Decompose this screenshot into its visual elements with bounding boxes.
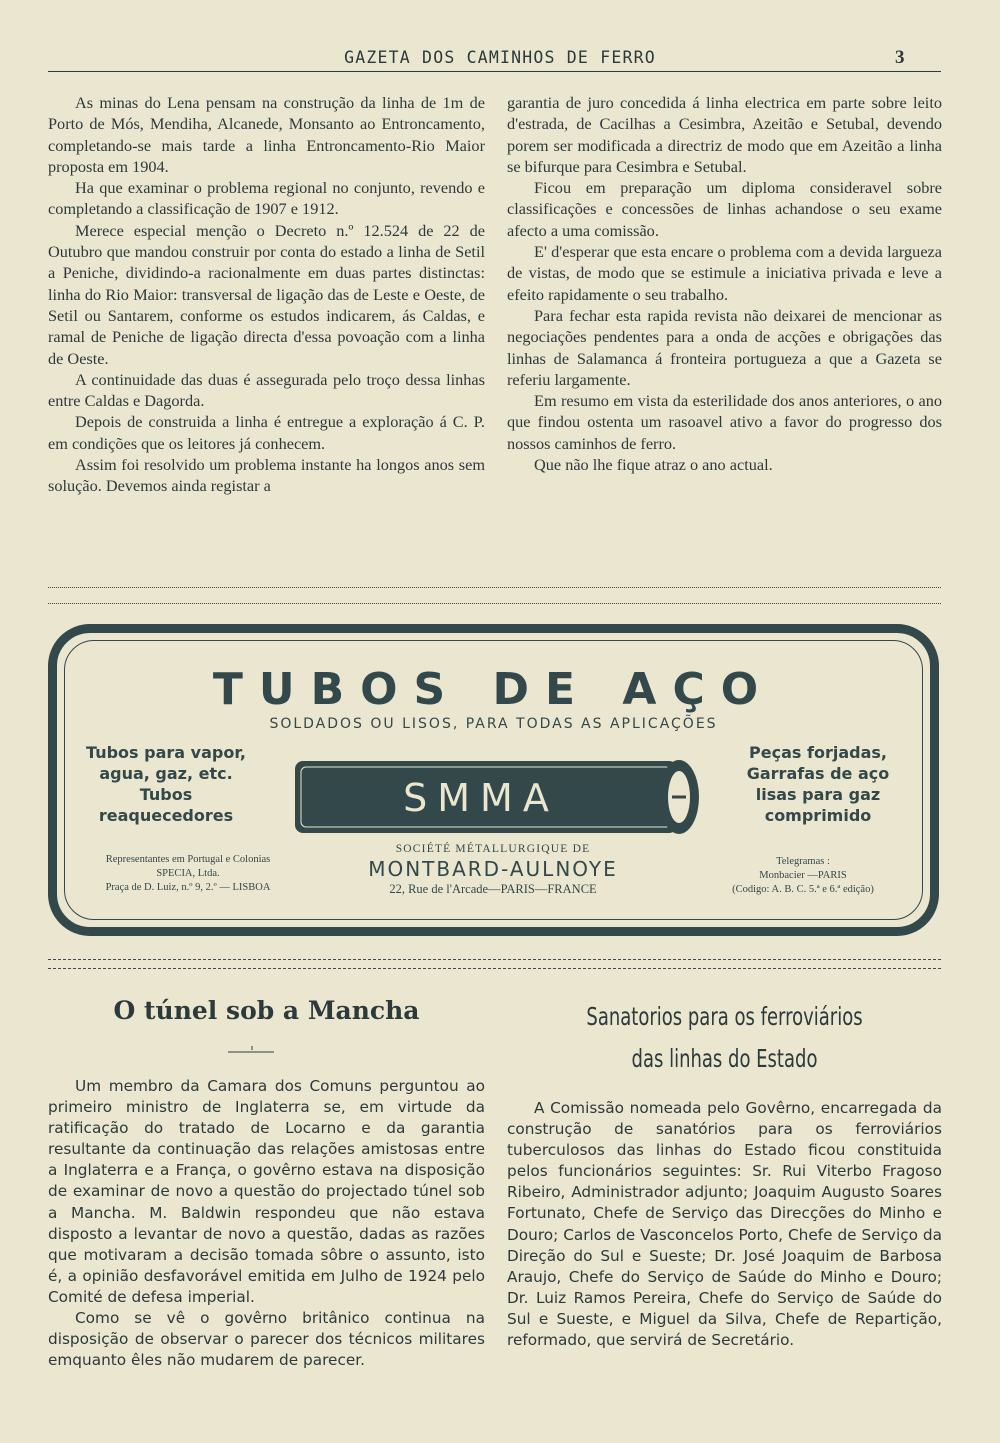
article-title-tunnel: O túnel sob a Mancha [113,996,420,1025]
header-rule [48,71,941,72]
paragraph: Assim foi resolvido um problema instante ha longos anos sem solução. Devemos ainda registar a [48,455,485,496]
paragraph: A continuidade das duas é assegurada pelo troço dessa linhas entre Caldas e Dagorda. [48,369,485,411]
paragraph: Que não lhe fique atraz o ano actual. [534,455,773,475]
page-number: 3 [895,47,905,68]
paragraph: Merece especial menção o Decreto n.º 12.524 de 22 de Outubro que mandou construir por conta do estado a linha de Setil a Peniche, dividindo-a racionalmente em duas partes distinctas: linha do Rio Maior: transversal de ligação das de Leste e Oeste, de Setil ou Santarem, conforme os estudos indicarem, ás Caldas, e ramal de Peniche de ligação directa d'essa povoação com a linha de Oeste. [48,220,485,368]
ad-agent-info: Representantes em Portugal e Colonias SPECIA, Ltda. Praça de D. Luiz, n.º 9, 2.º — LISBOA [105,854,271,893]
article-top-right-column [507,92,942,475]
ad-title: TUBOS DE AÇO [212,664,775,715]
ad-products-left: Tubos para vapor, agua, gaz, etc. Tubos reaquecedores [86,743,246,825]
paragraph: A Comissão nomeada pelo Govêrno, encarregada da construção de sanatórios para os ferroviários tuberculosos das linhas do Estado ficou constituida pelos funcionários seguintes: Sr. Rui Viterbo Fragoso Ribeiro, Administrador adjunto; Joaquim Augusto Soares Fortunato, Chefe de Serviço das Direcções do Minho e Douro; Carlos de Vasconcelos Porto, Chefe de Serviço da Direção do Sul e Sueste; Dr. José Joaquim de Barbosa Araujo, Chefe do Serviço de Saúde do Minho e Douro; Dr. Luiz Ramos Pereira, Chefe do Serviço de Saúde do Sul e Sueste, e Miguel da Silva, Chefe de Repartição, reformado, que servirá de Secretário. [507,1099,942,1350]
page-header-title: GAZETA DOS CAMINHOS DE FERRO [344,48,656,67]
paragraph: Um membro da Camara dos Comuns perguntou ao primeiro ministro de Inglaterra se, em virtude da ratificação do tratado de Locarno e da garantia resultante da continuação das relações amistosas entre a Inglaterra e a França, o govêrno estava na disposição de examinar de novo a questão do projectado túnel sob a Mancha. M. Baldwin respondeu que não estava disposto a levantar de novo a questão, dadas as razões que motivaram a decisão tomada sôbre o assunto, isto é, a opinião desfavorável emitida em Julho de 1924 pelo Comité de defesa imperial. [48,1077,485,1306]
company-name: MONTBARD-AULNOYE [368,857,618,881]
ad-telegram-info: Telegramas : Monbacier —PARIS (Codigo: A. B. C. 5.ª e 6.ª edição) [732,856,874,895]
advertisement-box [48,624,939,936]
article-title-sanatorium: Sanatorios para os ferroviários das linhas do Estado [586,1002,863,1073]
paragraph: Ficou em preparação um diploma consideravel sobre classificações e concessões de linhas achandose o seu exame afecto a uma comissão. [507,178,942,240]
paragraph: Para fechar esta rapida revista não deixarei de mencionar as negociações pendentes para a onda de acções e obrigações das linhas de Salamanca á fronteira portugueza a que a Gazeta se referiu largamente. [507,305,942,389]
paragraph: Ha que examinar o problema regional no conjunto, revendo e completando a classificação de 1907 e 1912. [48,178,485,219]
article-tunnel-body [48,1076,485,1371]
section-divider [48,968,941,969]
ad-company [318,843,668,897]
ornament-icon [226,1044,276,1056]
steel-tube-logo [293,755,703,839]
paragraph: Como se vê o govêrno britânico continua na disposição de observar o parecer dos técnicos militares emquanto êles não mudarem de parecer. [48,1309,485,1370]
section-divider [48,959,941,960]
article-sanatorium-body [507,1098,942,1351]
ad-products-right: Peças forjadas, Garrafas de aço lisas para gaz comprimido [746,743,890,825]
paragraph: Em resumo em vista da esterilidade dos anos anteriores, o ano que findou ostenta um rasoavel ativo a favor do progresso dos nossos caminhos de ferro. [507,391,942,453]
ad-subtitle: SOLDADOS OU LISOS, PARA TODAS AS APLICAÇÕES [269,716,718,732]
section-divider [48,587,941,588]
paragraph: garantia de juro concedida á linha electrica em parte sobre leito d'estrada, de Cacilhas a Cesimbra, Azeitão e Setubal, devendo porem ser modificada a directriz de modo que em Azeitão a linha se bifurque para Cesimbra e Setubal. [507,93,942,176]
article-top-left-column [48,92,485,497]
company-address: 22, Rue de l'Arcade—PARIS—FRANCE [389,882,597,896]
paragraph: As minas do Lena pensam na construção da linha de 1m de Porto de Mós, Mendiha, Alcanede, Monsanto ao Entroncamento, completando-se mais tarde a linha Entroncamento-Rio Maior proposta em 1904. [48,93,485,176]
section-divider [48,603,941,604]
tube-label: SMMA [403,776,559,820]
company-line: SOCIÉTÉ MÉTALLURGIQUE DE [395,843,591,855]
paragraph: Depois de construida a linha é entregue a exploração á C. P. em condições que os leitores já conhecem. [48,412,485,453]
paragraph: E' d'esperar que esta encare o problema com a devida largueza de vistas, de modo que se estimule a iniciativa privada e leve a efeito rapidamente o seu trabalho. [507,242,942,304]
